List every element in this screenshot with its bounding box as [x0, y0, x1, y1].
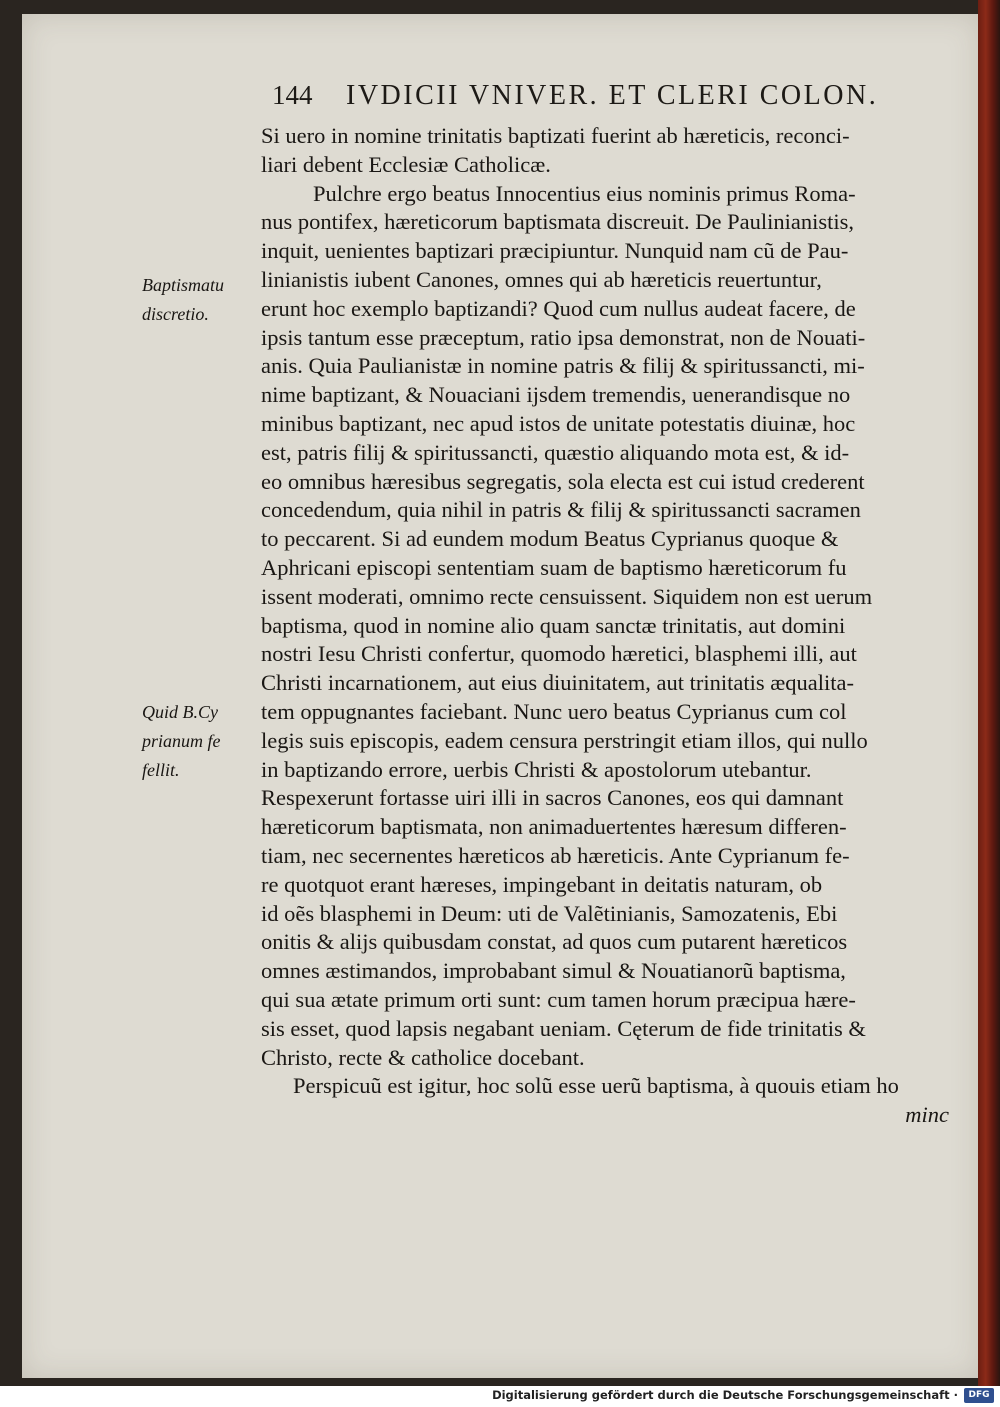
text-line: anis. Quia Paulianistæ in nomine patris & filij & spiritussancti, mi- — [261, 353, 865, 379]
margin-note-line: Quid B.Cy — [142, 702, 218, 722]
text-line: Christi incarnationem, aut eius diuinitatem, aut trinitatis æqualita- — [261, 670, 854, 696]
text-line: legis suis episcopis, eadem censura perstringit etiam illos, qui nullo — [261, 727, 868, 753]
text-line: nostri Iesu Christi confertur, quomodo hæretici, blasphemi illi, aut — [261, 641, 857, 667]
margin-note-line: discretio. — [142, 303, 209, 324]
text-line: nime baptizant, & Nouaciani ijsdem tremendis, uenerandisque no — [261, 382, 851, 408]
catchword: minc — [905, 1102, 949, 1128]
text-line: tiam, nec secernentes hæreticos ab hæreticis. Ante Cyprianum fe- — [261, 842, 850, 868]
text-line: Perspicuũ est igitur, hoc solũ esse uerũ baptisma, à quouis etiam ho — [293, 1073, 899, 1099]
margin-note-cyprian — [142, 698, 260, 784]
text-line: re quotquot erant hæreses, impingebant in deitatis naturam, ob — [261, 871, 823, 897]
text-line: minibus baptizant, nec apud istos de unitate potestatis diuinæ, hoc — [261, 410, 856, 436]
text-line: liari debent Ecclesiæ Catholicæ. — [261, 151, 551, 177]
text-line: hæreticorum baptismata, non animaduertentes hæresum differen- — [261, 814, 847, 840]
text-line: qui sua ætate primum orti sunt: cum tamen horum præcipua hære- — [261, 986, 856, 1012]
page-number: 144 — [272, 80, 313, 110]
body-text — [261, 122, 961, 1130]
funding-credit: Digitalisierung gefördert durch die Deutsche Forschungsgemeinschaft · — [492, 1388, 958, 1402]
text-line: Aphricani episcopi sententiam suam de baptismo hæreticorum fu — [261, 554, 847, 580]
text-line: sis esset, quod lapsis negabant ueniam. Cęterum de fide trinitatis & — [261, 1015, 866, 1041]
text-line: concedendum, quia nihil in patris & filij & spiritussancti sacramen — [261, 497, 861, 523]
text-line: id oẽs blasphemi in Deum: uti de Valẽtinianis, Samozatenis, Ebi — [261, 900, 838, 926]
page-header — [272, 80, 932, 118]
text-line: tem oppugnantes faciebant. Nunc uero beatus Cyprianus cum col — [261, 698, 847, 724]
text-line: baptisma, quod in nomine alio quam sanctæ trinitatis, aut domini — [261, 612, 846, 638]
margin-note-baptism — [142, 271, 260, 329]
text-line: Pulchre ergo beatus Innocentius eius nominis primus Roma- — [313, 180, 856, 206]
text-line: to peccarent. Si ad eundem modum Beatus Cyprianus quoque & — [261, 526, 839, 552]
text-line: ipsis tantum esse præceptum, ratio ipsa demonstrat, non de Nouati- — [261, 324, 866, 350]
margin-note-line: fellit. — [142, 759, 180, 780]
text-line: omnes æstimandos, improbabant simul & Nouatianorũ baptisma, — [261, 958, 846, 984]
text-line: inquit, uenientes baptizari præcipiuntur. Nunquid nam cũ de Pau- — [261, 238, 849, 264]
text-line: nus pontifex, hæreticorum baptismata discreuit. De Paulinianistis, — [261, 209, 855, 235]
text-line: eo omnibus hæresibus segregatis, sola electa est cui istud crederent — [261, 468, 865, 494]
footer-bar — [0, 1386, 1000, 1407]
text-line: erunt hoc exemplo baptizandi? Quod cum nullus audeat facere, de — [261, 295, 856, 321]
text-line: onitis & alijs quibusdam constat, ad quos cum putarent hæreticos — [261, 929, 848, 955]
text-line: Christo, recte & catholice docebant. — [261, 1044, 585, 1070]
text-line: est, patris filij & spiritussancti, quæstio aliquando mota est, & id- — [261, 439, 850, 465]
dfg-logo: DFG — [964, 1388, 994, 1403]
text-line: issent moderati, omnimo recte censuissent. Siquidem non est uerum — [261, 583, 873, 609]
text-line: Respexerunt fortasse uiri illi in sacros Canones, eos qui damnant — [261, 785, 844, 811]
book-binding-edge — [978, 0, 1000, 1386]
text-line: in baptizando errore, uerbis Christi & apostolorum utebantur. — [261, 756, 812, 782]
running-title: IVDICII VNIVER. ET CLERI COLON. — [346, 80, 879, 111]
text-line: linianistis iubent Canones, omnes qui ab hæreticis reuertuntur, — [261, 266, 822, 292]
text-line: Si uero in nomine trinitatis baptizati fuerint ab hæreticis, reconci- — [261, 123, 850, 148]
margin-note-line: Baptismatu — [142, 275, 225, 295]
margin-note-line: prianum fe — [142, 730, 221, 751]
